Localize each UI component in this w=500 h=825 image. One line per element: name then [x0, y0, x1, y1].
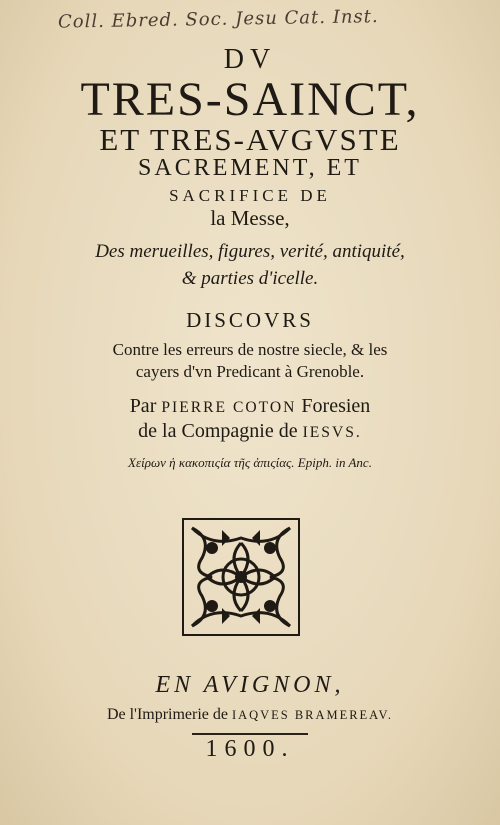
author-line-2 [0, 420, 500, 443]
printer-prefix: De l'Imprimerie de [106, 706, 229, 723]
title-line-1: TRES-SAINCT, [80, 73, 420, 126]
greek-epigraph: Χείρων ἡ κακοπιςία τῆς ἀπιςίας. Epiph. in Anc. [128, 455, 372, 470]
author-origin: Foresien [301, 395, 371, 417]
imprint-city: EN AVIGNON, [155, 672, 345, 698]
imprint-divider [192, 733, 308, 735]
title-line-4: SACRIFICE DE [169, 186, 331, 205]
author-name: PIERRE COTON [161, 399, 297, 416]
subtitle-line-1: Des merueilles, figures, verité, antiquité, [95, 241, 405, 262]
title-line-5: la Messe, [210, 206, 290, 230]
imprint-year: 1600. [205, 736, 295, 762]
subtitle-line-2: & parties d'icelle. [181, 268, 319, 289]
author-line-1 [0, 395, 500, 418]
printer-name: IAQVES BRAMEREAV. [232, 708, 394, 722]
society-prefix: de la Compagnie de [138, 420, 298, 442]
title-line-2: ET TRES-AVGVSTE [99, 122, 401, 157]
handwritten-inscription: Coll. Ebred. Soc. Jesu Cat. Inst. [57, 6, 379, 33]
author-prefix: Par [129, 395, 157, 417]
discourse-line-2: cayers d'vn Predicant à Grenoble. [135, 362, 365, 381]
printers-ornament-icon [182, 518, 300, 636]
discourse-line-1: Contre les erreurs de nostre siecle, & les [112, 340, 388, 359]
title-du: DV [223, 44, 277, 75]
society-name: IESVS. [302, 424, 362, 441]
imprint-printer [0, 706, 500, 724]
title-line-3: SACREMENT, ET [138, 155, 362, 181]
discourse-heading: DISCOVRS [186, 308, 314, 332]
